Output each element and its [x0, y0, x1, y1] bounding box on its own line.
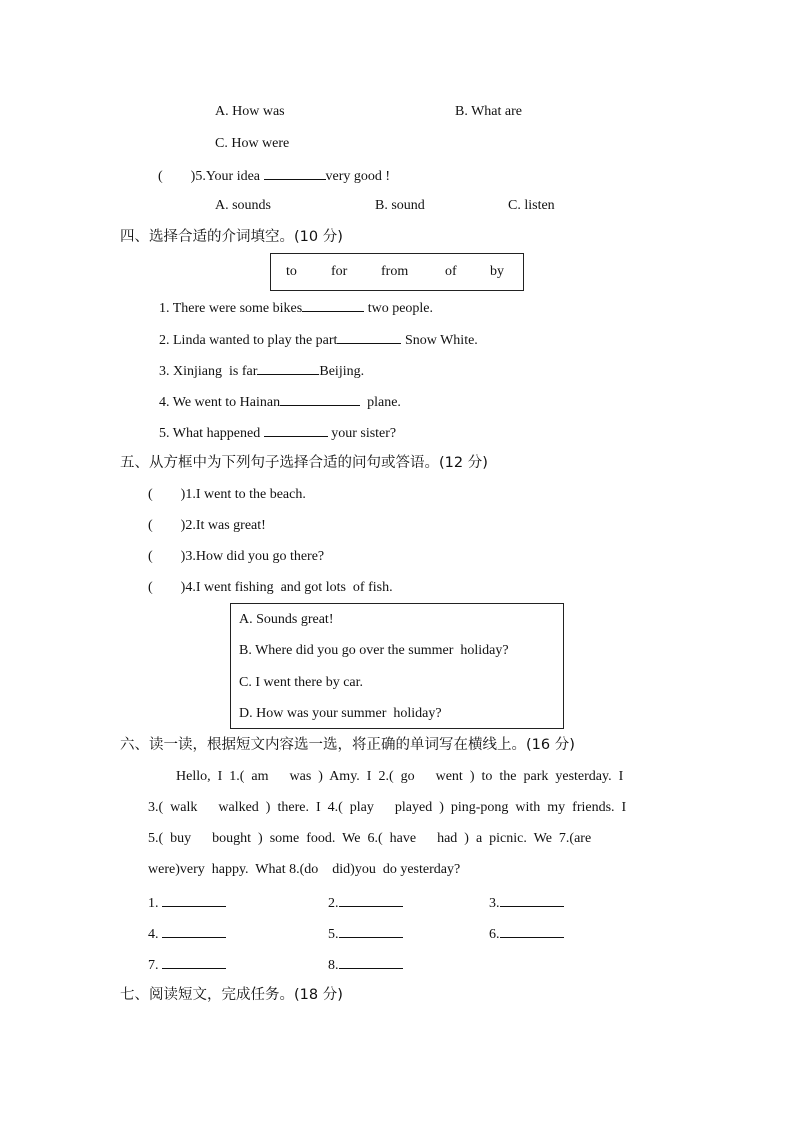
answer-slot: [328, 955, 403, 975]
answer-slot: [489, 924, 564, 944]
fill-item: [159, 298, 433, 318]
answer-number: 7.: [148, 958, 159, 973]
dialog-item: [148, 517, 266, 535]
item-text-end: Snow White.: [401, 333, 478, 348]
answer-slot: [489, 893, 564, 913]
dialog-item: [148, 486, 306, 504]
section-title: 四、选择合适的介词填空。(10 分): [120, 229, 343, 245]
item-text: 5. What happened: [159, 426, 264, 441]
answer-blank[interactable]: [339, 893, 403, 907]
word-bank-item: for: [331, 264, 348, 279]
answer-number: 4.: [148, 927, 159, 942]
answer-blank[interactable]: [339, 924, 403, 938]
word-bank-item: to: [286, 264, 297, 279]
option-a: A. sounds: [215, 198, 272, 213]
question-5: [158, 166, 390, 186]
item-text-end: Beijing.: [319, 364, 365, 379]
answer-blank[interactable]: [162, 924, 226, 938]
answer-number: 1.: [148, 896, 159, 911]
item-text-end: your sister?: [327, 426, 397, 441]
item-text: 2.It was great!: [185, 518, 266, 533]
answer-number: 5.: [328, 927, 339, 942]
option-a: A. How was: [215, 104, 285, 119]
item-text-end: plane.: [360, 395, 401, 410]
item-text: 4. We went to Hainan: [159, 395, 281, 410]
answer-paren[interactable]: ( ): [148, 518, 186, 533]
answer-blank[interactable]: [337, 330, 401, 344]
answer-blank[interactable]: [280, 392, 360, 406]
answer-slot: [148, 893, 226, 913]
answer-paren[interactable]: ( ): [148, 580, 186, 595]
passage-line: 3.( walk walked ) there. I 4.( play played ) ping-pong with my friends. I: [148, 800, 627, 815]
item-text: 2. Linda wanted to play the part: [159, 333, 338, 348]
answer-slot: [148, 924, 226, 944]
option-a: A. Sounds great!: [239, 612, 334, 627]
option-c: C. listen: [508, 198, 555, 213]
word-bank-item: from: [381, 264, 409, 279]
answer-slot: [328, 924, 403, 944]
item-text: 3. Xinjiang is far: [159, 364, 258, 379]
section-title: 七、阅读短文，完成任务。(18 分): [120, 987, 343, 1003]
answer-blank[interactable]: [302, 298, 364, 312]
dialog-item: [148, 548, 324, 566]
answer-blank[interactable]: [264, 166, 326, 180]
answer-number: 6.: [489, 927, 500, 942]
answer-blank[interactable]: [339, 955, 403, 969]
option-d: D. How was your summer holiday?: [239, 706, 442, 721]
passage-line: Hello, I 1.( am was ) Amy. I 2.( go went ) to the park yesterday. I: [176, 769, 624, 784]
answer-paren[interactable]: ( ): [148, 549, 186, 564]
option-b: B. What are: [455, 104, 522, 119]
option-b: B. sound: [375, 198, 425, 213]
item-text: 1. There were some bikes: [159, 301, 303, 316]
word-bank-item: of: [445, 264, 457, 279]
answer-blank[interactable]: [500, 893, 564, 907]
answer-paren[interactable]: ( ): [158, 169, 196, 184]
option-c: C. I went there by car.: [239, 675, 364, 690]
answer-paren[interactable]: ( ): [148, 487, 186, 502]
fill-item: [159, 423, 396, 443]
section-title: 五、从方框中为下列句子选择合适的问句或答语。(12 分): [120, 455, 488, 471]
answer-blank[interactable]: [500, 924, 564, 938]
answer-blank[interactable]: [264, 423, 328, 437]
item-text: 4.I went fishing and got lots of fish.: [185, 580, 393, 595]
answer-number: 8.: [328, 958, 339, 973]
answer-slot: [148, 955, 226, 975]
option-b: B. Where did you go over the summer holiday?: [239, 643, 509, 658]
question-text: 5.Your idea: [195, 169, 264, 184]
passage-line: were)very happy. What 8.(do did)you do yesterday?: [148, 862, 461, 877]
passage-line: 5.( buy bought ) some food. We 6.( have had ) a picnic. We 7.(are: [148, 831, 592, 846]
answer-number: 2.: [328, 896, 339, 911]
section-title: 六、读一读，根据短文内容选一选，将正确的单词写在横线上。(16 分): [120, 737, 575, 753]
answer-slot: [328, 893, 403, 913]
answer-number: 3.: [489, 896, 500, 911]
item-text-end: two people.: [364, 301, 434, 316]
option-c: C. How were: [215, 136, 290, 151]
word-bank-item: by: [490, 264, 504, 279]
question-text-end: very good !: [325, 169, 391, 184]
answer-blank[interactable]: [162, 893, 226, 907]
item-text: 3.How did you go there?: [185, 549, 325, 564]
fill-item: [159, 392, 401, 412]
answer-blank[interactable]: [162, 955, 226, 969]
item-text: 1.I went to the beach.: [185, 487, 306, 502]
dialog-item: [148, 579, 393, 597]
fill-item: [159, 361, 364, 381]
fill-item: [159, 330, 478, 350]
answer-blank[interactable]: [257, 361, 319, 375]
